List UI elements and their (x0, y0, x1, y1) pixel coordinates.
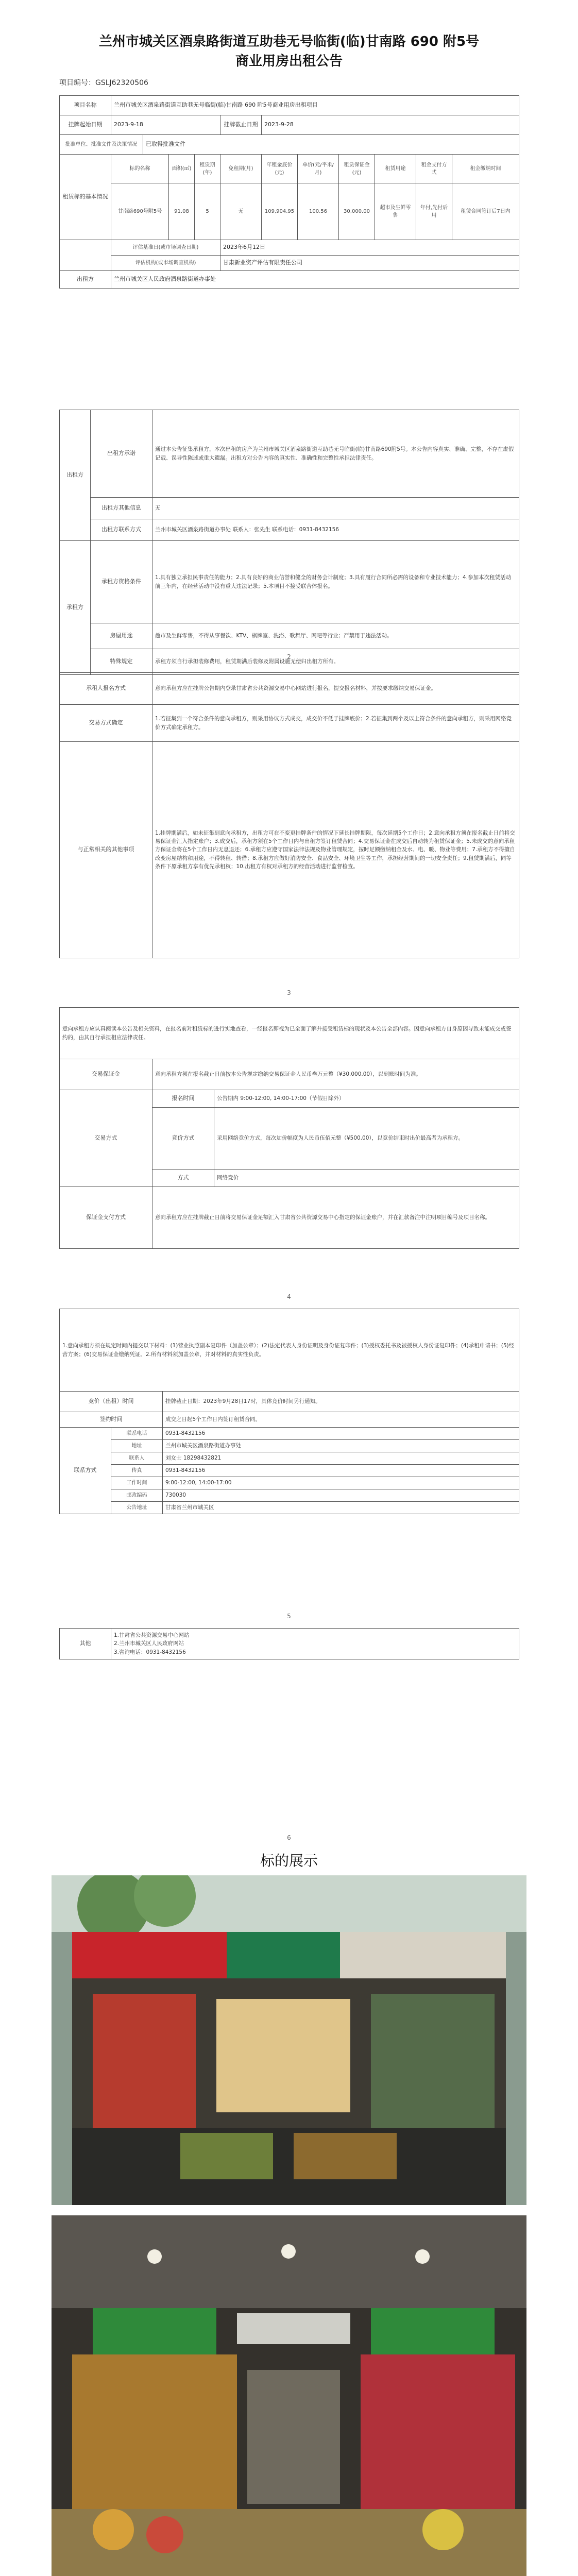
contact-key: 联系电话 (111, 1428, 163, 1440)
req-text: 通过本公告征集承租方，本次出租的房产为兰州市城关区酒泉路街道互助巷无号临街(临)甘南路690附5号。本公告内容真实、准确、完整，不存在虚假记载、误导性陈述或重大遗漏。出租方对公告内容的真实性、准确性和完整性承担法律责任。 (152, 410, 519, 498)
trade-rules-table (59, 672, 519, 958)
col-header: 单价(元/平米/月) (298, 155, 339, 183)
page-number: 2 (287, 653, 291, 660)
eval-group (60, 240, 111, 271)
confirm-label: 交易方式确定 (60, 705, 152, 742)
notes-text: 1.挂牌期满后，如未征集到意向承租方，出租方可在不变更挂牌条件的情况下延长挂牌期限，每次延期5个工作日；2.意向承租方须在报名截止日前将交易保证金汇入指定账户；3.成交后，承租方须在5个工作日内与出租方签订租赁合同；4.交易保证金在成交后自动转为租赁保证金；5.未成交的意向承租方保证金将在5个工作日内无息退还；6.承租方应遵守国家法律法规及物业管理规定，按时足额缴纳租金及水、电、暖、物业等费用；7.承租方不得擅自改变房屋结构和用途，不得转租、转借；8.承租方应做好消防安全、食品安全、环境卫生等工作，承担经营期间的一切安全责任；9.租赁期满后，同等条件下原承租方享有优先承租权；10.出租方有权对承租方的经营活动进行监督检查。 (152, 742, 519, 958)
contact-value: 兰州市城关区酒泉路街道办事处 (163, 1440, 519, 1452)
contact-value: 0931-8432156 (163, 1428, 519, 1440)
table-cell: 超市及生鲜零售 (375, 183, 416, 240)
other-lines (111, 1629, 519, 1659)
lessor-side-label: 出租方 (60, 410, 91, 541)
col-header: 租赁保证金(元) (339, 155, 375, 183)
contact-key: 邮政编码 (111, 1489, 163, 1502)
use-label: 房屋用途 (91, 623, 152, 649)
page-number: 5 (287, 1613, 291, 1620)
contact-value: 9:00-12:00, 14:00-17:00 (163, 1477, 519, 1489)
page-title-line2: 商业用房出租公告 (235, 54, 343, 69)
rule-text: 意向承租方应在挂牌截止日前将交易保证金足额汇入甘肃省公共资源交易中心指定的保证金账户，并在汇款备注中注明项目编号及项目名称。 (152, 1187, 519, 1249)
page-number: 3 (287, 989, 291, 996)
basic-info-table (59, 95, 519, 289)
project-number-label: 项目编号： (59, 79, 95, 87)
deposit-text: 意向承租方须在报名截止日前按本公告规定缴纳交易保证金人民币叁万元整（¥30,000.00），以到账时间为准。 (152, 1059, 519, 1090)
table-cell: 租赁合同签订后7日内 (452, 183, 519, 240)
page-number: 6 (287, 1834, 291, 1841)
other-label: 其他 (60, 1629, 111, 1659)
eval-date-label: 评估基准日(或市场调查日期) (111, 240, 220, 256)
table-cell: 5 (195, 183, 220, 240)
owner-label: 出租方 (60, 271, 111, 289)
contact-key: 传真 (111, 1465, 163, 1477)
bid-time-label: 报名时间 (152, 1090, 214, 1108)
special-label: 特殊规定 (91, 649, 152, 675)
contact-table (59, 1309, 519, 1514)
deposit-table (59, 1007, 519, 1249)
table-cell: 109,904.95 (262, 183, 298, 240)
other-line: 2.兰州市城关区人民政府网站 (114, 1640, 184, 1647)
project-number-value: GSLJ62320506 (95, 79, 148, 87)
col-header: 租赁期(年) (195, 155, 220, 183)
method-label: 交易方式 (60, 1090, 152, 1187)
contract-label: 签约时间 (60, 1412, 163, 1428)
interior-photo (52, 2215, 526, 2576)
lessor-contact-text: 兰州市城关区酒泉路街道办事处 联系人：张先生 联系电话：0931-8432156 (152, 519, 519, 541)
req-label: 出租方承诺 (91, 410, 152, 498)
col-header: 租金支付方式 (416, 155, 452, 183)
eval-org-value: 甘肃新业资产评估有限责任公司 (220, 256, 519, 271)
col-header: 租赁用途 (375, 155, 416, 183)
special-text: 承租方须自行承担装修费用，租赁期满后装修及附属设施无偿归出租方所有。 (152, 649, 519, 675)
quote-text: 采用网络竞价方式，每次加价幅度为人民币伍佰元整（¥500.00），以竞价结束时出价最高者为承租方。 (214, 1108, 519, 1170)
deposit-label: 交易保证金 (60, 1059, 152, 1090)
other-line: 3.咨询电话：0931-8432156 (114, 1649, 186, 1655)
col-header: 面积(㎡) (169, 155, 195, 183)
page-title-line1: 兰州市城关区酒泉路街道互助巷无号临街(临)甘南路 690 附5号 (98, 34, 480, 49)
basic-label: 租赁标的基本情况 (60, 155, 111, 240)
deadline-label: 竞价（出租）时间 (60, 1392, 163, 1412)
contact-key: 工作时间 (111, 1477, 163, 1489)
col-header: 免租期(月) (220, 155, 262, 183)
project-name-label: 项目名称 (60, 96, 111, 115)
rule-label: 保证金支付方式 (60, 1187, 152, 1249)
start-date-value: 2023-9-18 (111, 115, 220, 135)
project-name-value: 兰州市城关区酒泉路街道互助巷无号临街(临)甘南路 690 附5号商业用房出租项目 (111, 96, 519, 115)
bid-time-value: 公告期内 9:00-12:00, 14:00-17:00（节假日除外） (214, 1090, 519, 1108)
eval-org-label: 评估机构(或市场调查机构) (111, 256, 220, 271)
table-cell: 甘南路690号附5号 (111, 183, 169, 240)
lessor-contact-label: 出租方联系方式 (91, 519, 152, 541)
decision-label: 批准单位、批准文件及决策情况 (60, 135, 143, 155)
eval-date-value: 2023年6月12日 (220, 240, 519, 256)
start-date-label: 挂牌起始日期 (60, 115, 111, 135)
interior-illustration (52, 2215, 526, 2576)
project-number (59, 77, 148, 88)
contact-value: 甘肃省兰州市城关区 (163, 1502, 519, 1514)
contact-key: 联系人 (111, 1452, 163, 1465)
other-line: 1.甘肃省公共资源交易中心网站 (114, 1632, 190, 1639)
other-table (59, 1628, 519, 1659)
table-cell: 30,000.00 (339, 183, 375, 240)
deadline-text: 挂牌截止日期：2023年9月28日17时，具体竞价时间另行通知。 (163, 1392, 519, 1412)
col-header: 年租金底价(元) (262, 155, 298, 183)
register-text: 意向承租方应在挂牌公告期内登录甘肃省公共资源交易中心网站进行报名，提交报名材料，并按要求缴纳交易保证金。 (152, 673, 519, 705)
trade-rules-section (59, 672, 519, 958)
storefront-illustration (52, 1875, 526, 2205)
lessor-table (59, 410, 519, 675)
contact-key: 公告地址 (111, 1502, 163, 1514)
table-cell: 100.56 (298, 183, 339, 240)
table-cell: 年付,先付后用 (416, 183, 452, 240)
register-label: 承租人报名方式 (60, 673, 152, 705)
method-value: 网络竞价 (214, 1170, 519, 1187)
end-date-label: 挂牌截止日期 (220, 115, 262, 135)
contact-label: 联系方式 (60, 1428, 111, 1514)
basic-info-section (59, 95, 519, 289)
contact-value: 730030 (163, 1489, 519, 1502)
other-info-label: 出租方其他信息 (91, 498, 152, 519)
materials-text: 1.意向承租方须在规定时间内提交以下材料：(1)营业执照副本复印件（加盖公章）；(2)法定代表人身份证明及身份证复印件；(3)授权委托书及被授权人身份证复印件；(4)承租申请书；(5)经营方案；(6)交易保证金缴纳凭证。2.所有材料须加盖公章，并对材料的真实性负责。 (60, 1309, 519, 1392)
page-number: 4 (287, 1293, 291, 1300)
cond-label: 承租方资格条件 (91, 541, 152, 623)
storefront-photo (52, 1875, 526, 2205)
other-section (59, 1628, 519, 1659)
contact-value: 0931-8432156 (163, 1465, 519, 1477)
quote-label: 竞价方式 (152, 1108, 214, 1170)
contact-section (59, 1309, 519, 1514)
confirm-text: 1.若征集到一个符合条件的意向承租方，则采用协议方式成交，成交价不低于挂牌底价；2.若征集到两个及以上符合条件的意向承租方，则采用网络竞价方式确定承租方。 (152, 705, 519, 742)
contact-value: 刘女士 18298432821 (163, 1452, 519, 1465)
owner-value: 兰州市城关区人民政府酒泉路街道办事处 (111, 271, 519, 289)
col-header: 标的名称 (111, 155, 169, 183)
contract-text: 成交之日起5个工作日内签订租赁合同。 (163, 1412, 519, 1428)
col-header: 租金缴纳时间 (452, 155, 519, 183)
showcase-title: 标的展示 (260, 1852, 318, 1869)
other-info-text: 无 (152, 498, 519, 519)
lessee-side-label: 承租方 (60, 541, 91, 675)
table-cell: 91.08 (169, 183, 195, 240)
end-date-value: 2023-9-28 (262, 115, 519, 135)
cond-text: 1.具有独立承担民事责任的能力；2.具有良好的商业信誉和健全的财务会计制度；3.具有履行合同所必需的设备和专业技术能力；4.参加本次租赁活动前三年内，在经营活动中没有重大违法记录；5.本项目不接受联合体报名。 (152, 541, 519, 623)
lessor-section (59, 410, 519, 675)
deposit-section (59, 1007, 519, 1249)
notes-label: 与正常相关的其他事项 (60, 742, 152, 958)
method-value-label: 方式 (152, 1170, 214, 1187)
decision-value: 已取得批准文件 (143, 135, 519, 155)
warning-text: 意向承租方应认真阅读本公告及相关资料，在报名前对租赁标的进行实地查看，一经报名即视为已全面了解并接受租赁标的现状及本公告全部内容。因意向承租方自身原因导致未能成交或签约的，由其自行承担相应法律责任。 (60, 1008, 519, 1059)
use-text: 超市及生鲜零售，不得从事餐饮、KTV、棋牌室、洗浴、歌舞厅、网吧等行业；严禁用于违法活动。 (152, 623, 519, 649)
table-cell: 无 (220, 183, 262, 240)
contact-key: 地址 (111, 1440, 163, 1452)
